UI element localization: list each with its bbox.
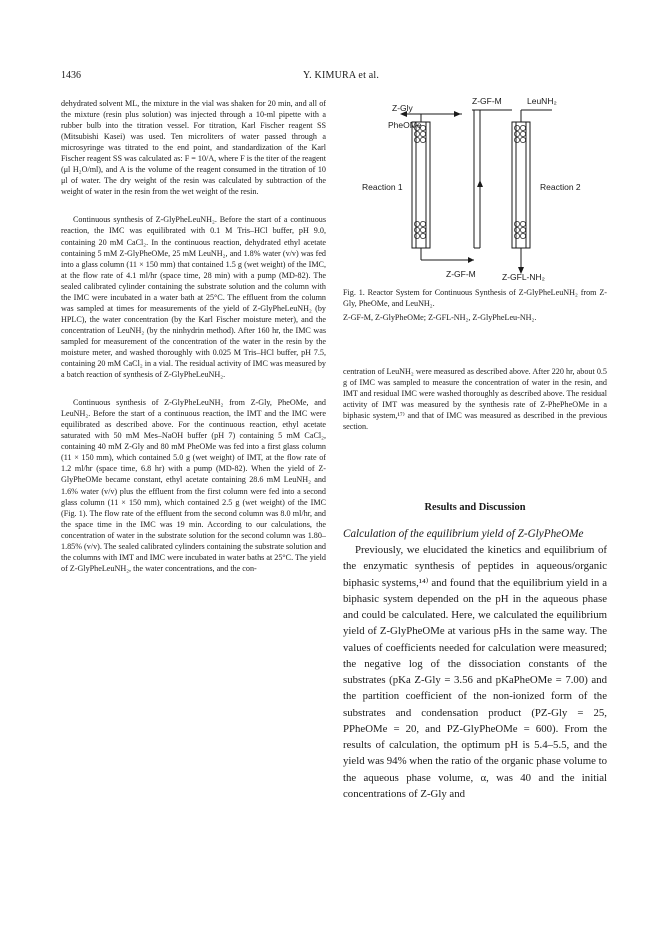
- label-z-gly: Z-Gly: [392, 103, 413, 113]
- paragraph-karl-fischer: dehydrated solvent ML, the mixture in the vial was shaken for 20 min, and all of the mixture (resin plus solution) was injected through a 10-ml pipette with a rubber bulb into the titration vessel. For titration, Karl Fischer reagent SS (Mitsubishi Kasei) was used. Ten microliters of water passed through a microsyringe was titrated to the end point, and standardization of the Karl Fischer reagent SS was calculated as: F = 10/A, where F is the titer of the reagent (μl H₂O/ml), and A is the volume of the reagent consumed in the titration of 10 μl of water. The dry weight of the resin was calculated by subtraction of the weight of water in the resin from the wet weight of the resin.: [61, 99, 326, 197]
- paragraph-results: Previously, we elucidated the kinetics and equilibrium of the enzymatic synthesis of peptides in aqueous/organic biphasic systems,¹⁴⁾ and found that the equilibrium yield in a biphasic system depended on the pH in the aqueous phase and could be calculated. Here, we calculated the equilibrium yield of Z-GlyPheOMe at various pHs in the same way. The values of coefficients needed for calculation were measured; the negative log of the dissociation constants of the substrates (pKa Z-Gly = 3.56 and pKaPheOMe = 7.00) and the partition coefficient of the non-ionized form of the substrates and condensation product (PZ-Gly = 25, PPheOMe = 20, and PZ-GlyPheOMe = 600). From the results of calculation, the optimum pH is 5.4–5.5, and the yield was 94% when the ratio of the organic phase volume to the aqueous phase volume, α, was 40 and the initial concentrations of Z-Gly and: [343, 544, 607, 800]
- section-title: Results and Discussion: [424, 502, 526, 513]
- caption-title: Fig. 1. Reactor System for Continuous Synthesis of Z-GlyPheLeuNH₂ from Z-Gly, PheOMe, and LeuNH₂.: [343, 288, 607, 308]
- subsection-title: Calculation of the equilibrium yield of Z-GlyPheOMe: [343, 528, 584, 540]
- paragraph-continuous-synthesis-2: Continuous synthesis of Z-GlyPheLeuNH₂ from Z-Gly, PheOMe, and LeuNH₂. Before the start of a continuous reaction, the IMT and the IMC were equilibrated as described above. For the continuous reaction, ethyl acetate saturated with 50 mM Mes–NaOH buffer (pH 7) containing 5 mM CaCl₂, containing 40 mM Z-Gly and 80 mM PheOMe was fed into a first glass column (11 × 150 mm), which contained 5.0 g (wet weight) of IMT, at the flow rate of 1.2 ml/hr (space time, 6.8 hr) with a pump (MD-82). When the yield of Z-GlyPheOMe became constant, ethyl acetate containing 28.6 mM LeuNH₂ and 1.6% water (v/v) plus the effluent from the first column were fed into a second glass column (11 × 150 mm), which contained 2.5 g (wet weight) of the IMC (Fig. 1). The flow rate of the effluent from the second column was 8.0 ml/hr, and the space time in the IMC was 19 min. According to our calculations, the concentration of water in the substrate solution for the second column was 1.80–1.85% (v/v). The sealed calibrated cylinders containing the substrate solution and the columns with IMT and IMC were incubated in water baths at 25°C. The yield of Z-GlyPheLeuNH₂, the water concentrations, and the con-: [61, 398, 326, 573]
- right-column-continuation: [343, 366, 607, 432]
- left-column: [61, 98, 326, 574]
- label-z-gfl-nh2: Z-GFL-NH₂: [502, 272, 545, 282]
- results-body: [343, 526, 607, 802]
- label-reaction-1: Reaction 1: [362, 182, 403, 192]
- label-leunh2: LeuNH₂: [527, 96, 557, 106]
- paragraph-continuous-synthesis-1: Continuous synthesis of Z-GlyPheLeuNH₂. Before the start of a continuous reaction, the IMC was equilibrated with 0.1 M Tris–HCl buffer, pH 9.0, containing 20 mM CaCl₂. In the continuous reaction, dehydrated ethyl acetate containing 5 mM Z-GlyPheOMe, 25 mM LeuNH₂, and 1.8% water (v/v) was fed into a glass column (11 × 150 mm) that contained 1.5 g (wet weight) of the IMC, at the flow rate of 4.1 ml/hr (space time, 28 min) with a pump (MD-82). The sealed calibrated cylinder containing the substrate solution and the column with the IMC were incubated in a water bath at 25°C. The effluent from the column was sampled at times for measurements of the yield of Z-GlyPheLeuNH₂ (by HPLC), the water concentration (by the Karl Fischer moisture meter), and the concentration of LeuNH₂ (by the ninhydrin method). After 160 hr, the IMC was sampled for measurement of the concentration of the water in the resin by the moisture meter, and washed thoroughly with 0.025 M Tris–HCl buffer, pH 7.5, containing 20 mM CaCl₂ in a vial. The residual activity of IMC was measured by a batch reaction of synthesis of Z-GlyPheLeuNH₂.: [61, 215, 326, 380]
- label-reaction-2: Reaction 2: [540, 182, 581, 192]
- label-z-gf-m-top: Z-GF-M: [472, 96, 502, 106]
- label-pheome: PheOMe: [388, 120, 422, 130]
- caption-abbreviations: Z-GF-M, Z-GlyPheOMe; Z-GFL-NH₂, Z-GlyPheLeu-NH₂.: [343, 313, 537, 322]
- reactor-figure: [362, 92, 607, 282]
- page-number: 1436: [61, 70, 81, 81]
- label-z-gf-m-bottom: Z-GF-M: [446, 269, 476, 279]
- running-head: Y. KIMURA et al.: [303, 70, 380, 81]
- figure-caption: [343, 287, 607, 323]
- paragraph-continuation: centration of LeuNH₂ were measured as described above. After 220 hr, about 0.5 g of IMC was sampled to measure the concentration of water in the resin, and IMT and residual IMC were washed thoroughly as described above. The residual activity of IMT was measured by the synthesis rate of Z-PhePheOMe in a biphasic system,¹⁷⁾ and that of IMC was measured as described in the previous section.: [343, 367, 607, 432]
